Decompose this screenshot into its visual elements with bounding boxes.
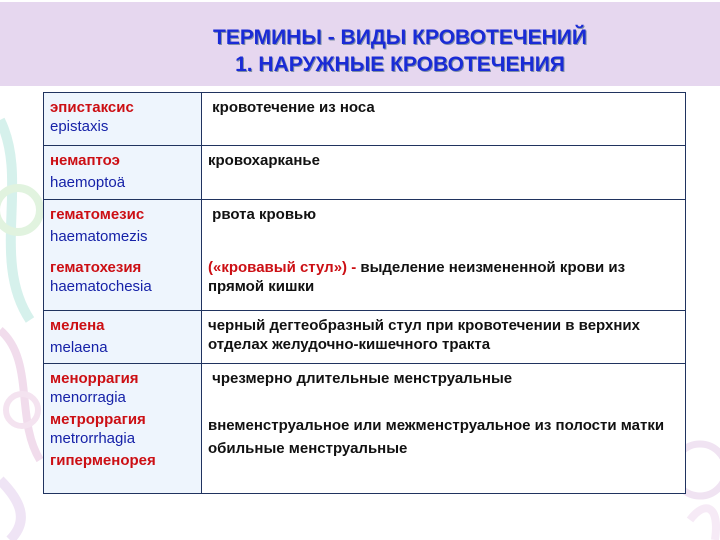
table-row [44,200,686,311]
table-row [44,146,686,200]
term-cell [44,364,202,494]
term-latin: haematomezis [50,228,148,245]
definition-cell [202,200,686,311]
term-cell [44,311,202,364]
definition-cell [202,93,686,146]
term-russian: метроррагия [50,411,146,428]
table-row [44,311,686,364]
definition-text: рвота кровью [208,206,317,223]
term-cell [44,93,202,146]
term-latin: haemoptoä [50,174,126,191]
definition-text: черный дегтеобразный стул при кровотечении в верхних отделах желудочно-кишечного тракта [208,317,640,353]
term-russian: эпистаксис [50,99,134,116]
definition-cell [202,146,686,200]
term-russian: гематомезис [50,206,145,223]
definition-cell [202,311,686,364]
definition-cell [202,364,686,494]
term-russian: мелена [50,317,105,334]
table-row [44,93,686,146]
term-russian: немаптоэ [50,152,120,169]
definition-text: чрезмерно длительные менструальные [208,370,513,387]
definition-text: внеменструальное или межменструальное из полости матки [208,417,665,434]
term-latin: melaena [50,339,108,356]
term-cell [44,146,202,200]
term-latin: menorragia [50,389,126,406]
title-line-2: 1. НАРУЖНЫЕ КРОВОТЕЧЕНИЯ [235,53,565,76]
definition-text [208,258,679,296]
definition-text: кровотечение из носа [208,99,375,116]
term-latin: epistaxis [50,118,109,135]
definition-highlight: («кровавый стул») - [208,259,361,276]
term-cell [44,200,202,311]
term-latin: metrorrhagia [50,430,136,447]
terms-table [43,92,686,494]
term-latin: haematochesia [50,278,152,295]
term-russian: меноррагия [50,370,139,387]
title-line-1: ТЕРМИНЫ - ВИДЫ КРОВОТЕЧЕНИЙ [213,26,587,49]
term-russian: гематохезия [50,259,142,276]
table-row [44,364,686,494]
definition-rest: выделение неизмененной крови из прямой кишки [208,259,626,295]
definition-text: кровохарканье [208,152,320,169]
slide-title [0,24,720,78]
definition-text: обильные менструальные [208,440,408,457]
term-russian: гиперменорея [50,452,156,469]
